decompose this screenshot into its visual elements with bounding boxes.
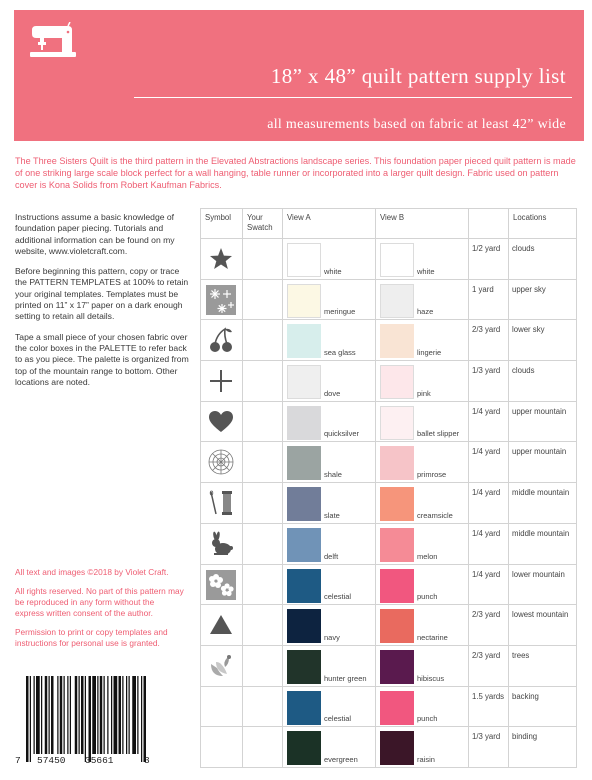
color-name: dove: [324, 388, 341, 398]
your-swatch-cell[interactable]: [243, 564, 283, 605]
symbol-cell: [201, 442, 243, 483]
instructions-paragraph: Before beginning this pattern, copy or trace the PATTERN TEMPLATES at 100% to retain your original templates. Templates must be printed on 11” x 17” paper on a dark enough setting to retain all details.: [15, 266, 189, 322]
color-swatch: [380, 406, 414, 440]
color-name: raisin: [417, 754, 435, 764]
barcode-digit: 35661: [85, 755, 114, 766]
view-b-cell: [376, 727, 469, 768]
location: backing: [512, 691, 539, 701]
triangle-icon: [206, 610, 236, 640]
color-swatch: [287, 365, 321, 399]
location: binding: [512, 732, 538, 742]
color-name: evergreen: [324, 754, 358, 764]
yardage: 2/3 yard: [472, 325, 501, 335]
view-a-cell: [283, 645, 376, 686]
yardage-cell: [469, 279, 509, 320]
view-a-cell: [283, 361, 376, 402]
location: clouds: [512, 244, 535, 253]
table-row: [201, 279, 577, 320]
color-name: hibiscus: [417, 673, 445, 683]
header-swatch: Your Swatch: [243, 209, 283, 239]
symbol-cell: [201, 564, 243, 605]
view-a-cell: [283, 442, 376, 483]
color-swatch: [287, 528, 321, 562]
color-swatch: [380, 528, 414, 562]
your-swatch-cell[interactable]: [243, 523, 283, 564]
view-a-cell: [283, 727, 376, 768]
symbol-cell: [201, 483, 243, 524]
yardage-cell: [469, 605, 509, 646]
yardage: 1/4 yard: [472, 488, 501, 498]
your-swatch-cell[interactable]: [243, 605, 283, 646]
location-cell: [509, 605, 577, 646]
color-swatch: [287, 731, 321, 765]
symbol-cell: [201, 401, 243, 442]
location: lowest mountain: [512, 610, 569, 620]
color-name: pink: [417, 388, 431, 398]
barcode: [24, 676, 152, 766]
color-name: haze: [417, 307, 434, 317]
location-cell: [509, 686, 577, 727]
sewing-machine-icon: [28, 22, 78, 62]
color-name: melon: [417, 551, 438, 561]
color-name: celestial: [324, 592, 352, 602]
view-a-cell: [283, 605, 376, 646]
color-name: shale: [324, 470, 342, 480]
table-row: [201, 645, 577, 686]
intro-paragraph: The Three Sisters Quilt is the third pattern in the Elevated Abstractions landscape series. This foundation paper pieced quilt pattern is made of one striking large scale block perfect for a wall hanging, table runner or incorporated into a larger quilt design. Fabric used on pattern cover is Kona Solids from Robert Kaufman Fabrics.: [15, 156, 576, 191]
color-swatch: [380, 609, 414, 643]
color-swatch: [380, 446, 414, 480]
your-swatch-cell[interactable]: [243, 483, 283, 524]
table-row: [201, 686, 577, 727]
table-row: [201, 483, 577, 524]
location: trees: [512, 650, 530, 660]
copyright-line: All text and images ©2018 by Violet Craft.: [15, 567, 169, 577]
yardage: 1/4 yard: [472, 569, 501, 579]
color-swatch: [380, 731, 414, 765]
color-swatch: [287, 324, 321, 358]
header-yardage: [469, 209, 509, 239]
yardage: 1/2 yard: [472, 244, 501, 253]
instructions-paragraph: Tape a small piece of your chosen fabric over the color boxes in the PALETTE to refer back to as you piece. The palette is organized from top of the mountain range to bottom. Other locations are noted.: [15, 331, 189, 387]
location-cell: [509, 483, 577, 524]
color-name: nectarine: [417, 632, 448, 642]
color-swatch: [380, 487, 414, 521]
symbol-cell: [201, 523, 243, 564]
location-cell: [509, 279, 577, 320]
yardage-cell: [469, 401, 509, 442]
yardage-cell: [469, 645, 509, 686]
location-cell: [509, 727, 577, 768]
supply-table: [200, 208, 577, 768]
yardage-cell: [469, 523, 509, 564]
location-cell: [509, 401, 577, 442]
location-cell: [509, 564, 577, 605]
your-swatch-cell[interactable]: [243, 442, 283, 483]
view-b-cell: [376, 686, 469, 727]
view-b-cell: [376, 483, 469, 524]
location-cell: [509, 239, 577, 280]
star-icon: [206, 244, 236, 274]
yardage-cell: [469, 686, 509, 727]
color-swatch: [287, 609, 321, 643]
thread-spool-icon: [206, 488, 236, 518]
table-row: [201, 361, 577, 402]
color-name: ballet slipper: [417, 429, 460, 439]
symbol-cell: [201, 239, 243, 280]
header-symbol: Symbol: [201, 209, 243, 239]
table-row: [201, 605, 577, 646]
color-swatch: [380, 650, 414, 684]
view-a-cell: [283, 239, 376, 280]
view-b-cell: [376, 564, 469, 605]
yardage-cell: [469, 727, 509, 768]
view-b-cell: [376, 279, 469, 320]
your-swatch-cell[interactable]: [243, 361, 283, 402]
yardage-cell: [469, 239, 509, 280]
color-name: lingerie: [417, 348, 442, 358]
view-a-cell: [283, 279, 376, 320]
view-a-cell: [283, 320, 376, 361]
table-row: [201, 564, 577, 605]
symbol-cell: [201, 686, 243, 727]
view-b-cell: [376, 239, 469, 280]
color-name: sea glass: [324, 348, 356, 358]
location: lower sky: [512, 325, 545, 335]
copyright-line: All rights reserved. No part of this pattern may be reproduced in any form without the express written consent of the author.: [15, 586, 184, 618]
snowflake-tile-icon: [206, 285, 236, 315]
color-swatch: [380, 243, 414, 277]
table-row: [201, 239, 577, 280]
symbol-cell: [201, 605, 243, 646]
color-swatch: [287, 446, 321, 480]
view-a-cell: [283, 564, 376, 605]
view-a-cell: [283, 686, 376, 727]
table-row: [201, 523, 577, 564]
color-name: quicksilver: [324, 429, 360, 439]
yardage: 2/3 yard: [472, 650, 501, 660]
your-swatch-cell[interactable]: [243, 401, 283, 442]
view-b-cell: [376, 605, 469, 646]
spiderweb-icon: [206, 447, 236, 477]
yardage-cell: [469, 442, 509, 483]
color-name: punch: [417, 592, 438, 602]
header-locations: Locations: [509, 209, 577, 239]
color-swatch: [287, 284, 321, 318]
your-swatch-cell[interactable]: [243, 320, 283, 361]
color-swatch: [287, 691, 321, 725]
table-row: [201, 727, 577, 768]
yardage: 1 yard: [472, 284, 494, 294]
copyright-notice: [15, 567, 185, 657]
yardage: 1/3 yard: [472, 366, 501, 376]
color-swatch: [287, 650, 321, 684]
header-view-a: View A: [283, 209, 376, 239]
color-swatch: [380, 324, 414, 358]
barcode-digit: 7: [15, 755, 21, 766]
yardage: 1.5 yards: [472, 691, 505, 701]
location-cell: [509, 645, 577, 686]
symbol-cell: [201, 645, 243, 686]
color-name: creamsicle: [417, 510, 453, 520]
color-swatch: [380, 284, 414, 318]
location: middle mountain: [512, 528, 570, 538]
location: upper mountain: [512, 447, 567, 457]
color-name: meringue: [324, 307, 356, 317]
color-name: celestial: [324, 714, 352, 724]
location: upper sky: [512, 284, 546, 294]
yardage-cell: [469, 320, 509, 361]
table-row: [201, 442, 577, 483]
location-cell: [509, 320, 577, 361]
color-name: white: [324, 266, 342, 276]
cherries-icon: [206, 325, 236, 355]
color-swatch: [287, 243, 321, 277]
copyright-line: Permission to print or copy templates and instructions for personal use is granted.: [15, 627, 168, 648]
location: middle mountain: [512, 488, 570, 498]
yardage: 1/4 yard: [472, 406, 501, 416]
your-swatch-cell[interactable]: [243, 686, 283, 727]
page-subtitle: all measurements based on fabric at least 42” wide: [267, 117, 566, 132]
your-swatch-cell[interactable]: [243, 645, 283, 686]
rabbit-icon: [206, 529, 236, 559]
view-b-cell: [376, 442, 469, 483]
table-header-row: [201, 209, 577, 239]
barcode-digit: 57450: [37, 755, 66, 766]
color-name: slate: [324, 510, 340, 520]
symbol-cell: [201, 727, 243, 768]
your-swatch-cell[interactable]: [243, 727, 283, 768]
page-title: 18” x 48” quilt pattern supply list: [270, 64, 566, 88]
color-swatch: [287, 406, 321, 440]
yardage-cell: [469, 483, 509, 524]
plus-icon: [206, 366, 236, 396]
header-banner: [14, 10, 584, 141]
location: upper mountain: [512, 406, 567, 416]
location-cell: [509, 361, 577, 402]
view-b-cell: [376, 401, 469, 442]
color-swatch: [287, 487, 321, 521]
symbol-cell: [201, 320, 243, 361]
yardage: 2/3 yard: [472, 610, 501, 620]
yardage: 1/4 yard: [472, 447, 501, 457]
color-name: primrose: [417, 470, 447, 480]
color-name: white: [417, 266, 435, 276]
view-b-cell: [376, 320, 469, 361]
instructions: [15, 212, 190, 397]
yardage: 1/3 yard: [472, 732, 501, 742]
color-swatch: [380, 365, 414, 399]
view-b-cell: [376, 645, 469, 686]
color-name: punch: [417, 714, 438, 724]
leaf-sprout-icon: [206, 651, 236, 681]
your-swatch-cell[interactable]: [243, 239, 283, 280]
location-cell: [509, 442, 577, 483]
instructions-paragraph: Instructions assume a basic knowledge of foundation paper piecing. Tutorials and additional information can be found on my website, www.violetcraft.com.: [15, 212, 175, 256]
table-row: [201, 320, 577, 361]
your-swatch-cell[interactable]: [243, 279, 283, 320]
color-swatch: [380, 569, 414, 603]
table-row: [201, 401, 577, 442]
view-a-cell: [283, 401, 376, 442]
color-name: navy: [324, 632, 340, 642]
symbol-cell: [201, 279, 243, 320]
yardage-cell: [469, 564, 509, 605]
flower-tile-icon: [206, 570, 236, 600]
color-swatch: [380, 691, 414, 725]
title-divider: [134, 97, 572, 98]
location: lower mountain: [512, 569, 565, 579]
location: clouds: [512, 366, 535, 376]
heart-icon: [206, 407, 236, 437]
barcode-digit: 3: [144, 755, 150, 766]
yardage-cell: [469, 361, 509, 402]
color-name: hunter green: [324, 673, 367, 683]
color-swatch: [287, 569, 321, 603]
color-name: delft: [324, 551, 339, 561]
view-a-cell: [283, 523, 376, 564]
view-a-cell: [283, 483, 376, 524]
location-cell: [509, 523, 577, 564]
view-b-cell: [376, 523, 469, 564]
view-b-cell: [376, 361, 469, 402]
header-view-b: View B: [376, 209, 469, 239]
yardage: 1/4 yard: [472, 528, 501, 538]
symbol-cell: [201, 361, 243, 402]
